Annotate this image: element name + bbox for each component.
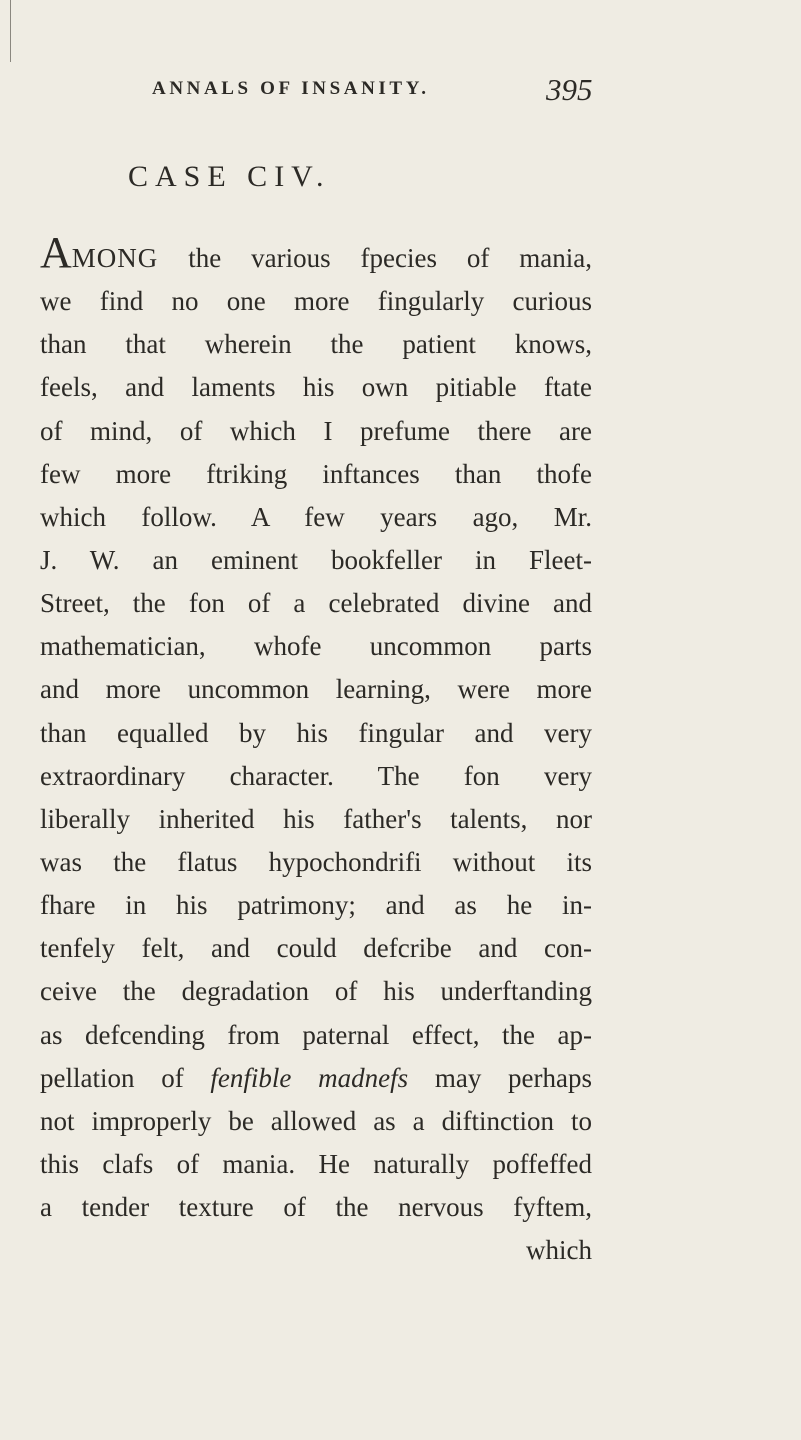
text-line: as defcending from paternal effect, the ap- [40,1019,592,1050]
text-line: was the flatus hypochondrifi without its [40,846,592,877]
text-line: ceive the degradation of his underftanding [40,976,592,1007]
running-title: ANNALS OF INSANITY. [152,78,430,99]
text-line: of mind, of which I prefume there are [40,415,592,446]
opening-small-caps: MONG [71,243,159,273]
catchword: which [526,1235,592,1266]
text-line: feels, and laments his own pitiable ftate [40,372,592,403]
running-head [0,58,801,108]
text-line: J. W. an eminent bookfeller in Fleet- [40,544,592,575]
text-line: not improperly be allowed as a diftinction to [40,1105,592,1136]
text-line: and more uncommon learning, were more [40,674,592,705]
text-line: which follow. A few years ago, Mr. [40,501,592,532]
text-line: than equalled by his fingular and very [40,717,592,748]
text-line: tenfely felt, and could defcribe and con- [40,933,592,964]
body-text [40,228,593,1272]
text-line: we find no one more fingularly curious [40,286,592,317]
text-line-content: pellation of [40,1062,211,1093]
text-line-content: may perhaps [408,1062,593,1093]
text-line: mathematician, whofe uncommon parts [40,631,592,662]
text-line: a tender texture of the nervous fyftem, [40,1192,592,1223]
text-line-content: the various fpecies of mania, [158,243,592,273]
page-edge [10,0,11,62]
text-line [40,1057,592,1100]
text-line: liberally inherited his father's talents, nor [40,803,592,834]
text-line: few more ftriking inftances than thofe [40,458,592,489]
text-line: Street, the fon of a celebrated divine and [40,588,592,619]
page-number: 395 [546,72,593,107]
text-line: fhare in his patrimony; and as he in- [40,890,592,921]
text-line: extraordinary character. The fon very [40,760,592,791]
text-line: than that wherein the patient knows, [40,329,592,360]
text-line [40,228,592,280]
text-line: this clafs of mania. He naturally poffeffed [40,1148,592,1179]
drop-cap: A [40,228,72,277]
case-heading: CASE CIV. [128,160,331,193]
italic-phrase: fenfible madnefs [210,1062,409,1093]
